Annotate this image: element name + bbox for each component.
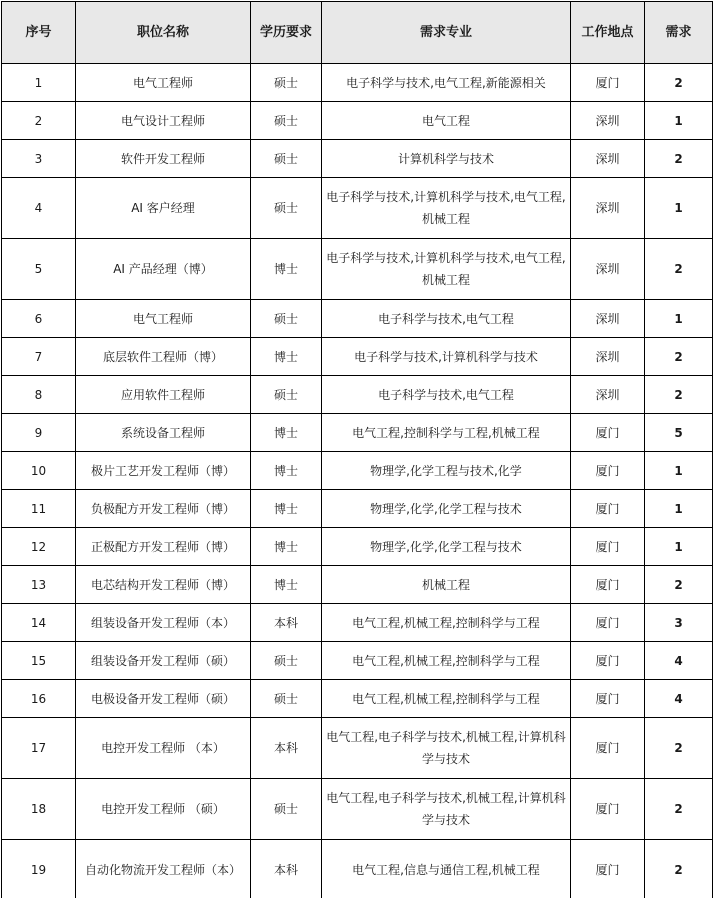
cell-education: 硕士 (251, 779, 322, 840)
cell-major: 电气工程,机械工程,控制科学与工程 (322, 604, 571, 642)
cell-education: 硕士 (251, 642, 322, 680)
cell-education: 硕士 (251, 178, 322, 239)
cell-title: AI 产品经理（博） (76, 239, 251, 300)
cell-title: 电芯结构开发工程师（博） (76, 566, 251, 604)
cell-title: 底层软件工程师（博） (76, 338, 251, 376)
cell-no: 5 (2, 239, 76, 300)
cell-location: 深圳 (571, 102, 645, 140)
cell-education: 硕士 (251, 140, 322, 178)
cell-location: 厦门 (571, 452, 645, 490)
cell-education: 硕士 (251, 300, 322, 338)
header-location: 工作地点 (571, 2, 645, 64)
cell-major: 机械工程 (322, 566, 571, 604)
cell-location: 深圳 (571, 300, 645, 338)
table-row (2, 338, 713, 376)
table-row (2, 178, 713, 239)
header-demand: 需求 (645, 2, 713, 64)
cell-no: 13 (2, 566, 76, 604)
cell-demand: 2 (645, 376, 713, 414)
cell-no: 15 (2, 642, 76, 680)
cell-education: 本科 (251, 718, 322, 779)
cell-title: 组装设备开发工程师（本） (76, 604, 251, 642)
cell-major: 电子科学与技术,电气工程,新能源相关 (322, 64, 571, 102)
cell-no: 14 (2, 604, 76, 642)
cell-major: 电气工程,电子科学与技术,机械工程,计算机科学与技术 (322, 779, 571, 840)
cell-title: 自动化物流开发工程师（本） (76, 840, 251, 901)
cell-no: 2 (2, 102, 76, 140)
cell-major: 电子科学与技术,计算机科学与技术,电气工程,机械工程 (322, 178, 571, 239)
cell-demand: 2 (645, 779, 713, 840)
cell-location: 厦门 (571, 840, 645, 901)
cell-title: 软件开发工程师 (76, 140, 251, 178)
cell-no: 1 (2, 64, 76, 102)
cell-demand: 2 (645, 718, 713, 779)
table-row (2, 680, 713, 718)
cell-no: 4 (2, 178, 76, 239)
cell-no: 18 (2, 779, 76, 840)
cell-major: 电子科学与技术,计算机科学与技术 (322, 338, 571, 376)
table-row (2, 300, 713, 338)
cell-major: 电子科学与技术,计算机科学与技术,电气工程,机械工程 (322, 239, 571, 300)
cell-location: 厦门 (571, 64, 645, 102)
cell-no: 3 (2, 140, 76, 178)
header-major: 需求专业 (322, 2, 571, 64)
cell-location: 深圳 (571, 376, 645, 414)
cell-demand: 2 (645, 239, 713, 300)
cell-education: 硕士 (251, 680, 322, 718)
table-row (2, 452, 713, 490)
cell-demand: 1 (645, 178, 713, 239)
table-row (2, 604, 713, 642)
cell-location: 厦门 (571, 528, 645, 566)
cell-education: 硕士 (251, 64, 322, 102)
cell-no: 6 (2, 300, 76, 338)
cell-education: 硕士 (251, 376, 322, 414)
table-row (2, 490, 713, 528)
cell-title: 电气工程师 (76, 300, 251, 338)
cell-location: 厦门 (571, 414, 645, 452)
cell-demand: 2 (645, 140, 713, 178)
cell-no: 17 (2, 718, 76, 779)
table-row (2, 239, 713, 300)
cell-major: 物理学,化学工程与技术,化学 (322, 452, 571, 490)
cell-title: 组装设备开发工程师（硕） (76, 642, 251, 680)
cell-location: 厦门 (571, 604, 645, 642)
cell-title: 极片工艺开发工程师（博） (76, 452, 251, 490)
table-row (2, 64, 713, 102)
table-body (2, 64, 713, 901)
cell-education: 博士 (251, 452, 322, 490)
header-row (2, 2, 713, 64)
cell-demand: 2 (645, 840, 713, 901)
cell-title: 负极配方开发工程师（博） (76, 490, 251, 528)
header-education: 学历要求 (251, 2, 322, 64)
cell-location: 厦门 (571, 566, 645, 604)
cell-location: 深圳 (571, 178, 645, 239)
table-row (2, 528, 713, 566)
header-title: 职位名称 (76, 2, 251, 64)
cell-location: 厦门 (571, 718, 645, 779)
cell-major: 电气工程,电子科学与技术,机械工程,计算机科学与技术 (322, 718, 571, 779)
cell-demand: 1 (645, 528, 713, 566)
cell-title: 电气工程师 (76, 64, 251, 102)
cell-major: 计算机科学与技术 (322, 140, 571, 178)
cell-demand: 5 (645, 414, 713, 452)
cell-education: 博士 (251, 566, 322, 604)
cell-major: 电子科学与技术,电气工程 (322, 376, 571, 414)
cell-title: 系统设备工程师 (76, 414, 251, 452)
page-bottom-edge (0, 898, 714, 903)
table-row (2, 376, 713, 414)
cell-demand: 2 (645, 64, 713, 102)
cell-major: 电气工程,控制科学与工程,机械工程 (322, 414, 571, 452)
cell-no: 8 (2, 376, 76, 414)
cell-location: 厦门 (571, 642, 645, 680)
cell-major: 电子科学与技术,电气工程 (322, 300, 571, 338)
cell-no: 16 (2, 680, 76, 718)
table-row (2, 140, 713, 178)
cell-no: 19 (2, 840, 76, 901)
cell-demand: 4 (645, 642, 713, 680)
job-requirements-table (1, 1, 713, 901)
table-row (2, 102, 713, 140)
cell-location: 深圳 (571, 140, 645, 178)
cell-major: 电气工程,机械工程,控制科学与工程 (322, 680, 571, 718)
cell-demand: 3 (645, 604, 713, 642)
cell-location: 深圳 (571, 338, 645, 376)
table-row (2, 414, 713, 452)
table-row (2, 718, 713, 779)
cell-demand: 1 (645, 300, 713, 338)
cell-education: 硕士 (251, 102, 322, 140)
cell-major: 电气工程,信息与通信工程,机械工程 (322, 840, 571, 901)
cell-title: 电气设计工程师 (76, 102, 251, 140)
table-row (2, 840, 713, 901)
table-header (2, 2, 713, 64)
cell-major: 电气工程,机械工程,控制科学与工程 (322, 642, 571, 680)
cell-education: 博士 (251, 338, 322, 376)
cell-title: 电控开发工程师 （硕） (76, 779, 251, 840)
cell-education: 博士 (251, 239, 322, 300)
cell-demand: 4 (645, 680, 713, 718)
cell-title: 电控开发工程师 （本） (76, 718, 251, 779)
cell-education: 博士 (251, 414, 322, 452)
table-row (2, 566, 713, 604)
cell-no: 7 (2, 338, 76, 376)
cell-demand: 2 (645, 338, 713, 376)
cell-demand: 1 (645, 490, 713, 528)
cell-no: 12 (2, 528, 76, 566)
cell-title: 应用软件工程师 (76, 376, 251, 414)
cell-title: 电极设备开发工程师（硕） (76, 680, 251, 718)
table-row (2, 642, 713, 680)
cell-location: 厦门 (571, 779, 645, 840)
table-row (2, 779, 713, 840)
header-no: 序号 (2, 2, 76, 64)
cell-no: 9 (2, 414, 76, 452)
cell-education: 本科 (251, 604, 322, 642)
cell-no: 11 (2, 490, 76, 528)
cell-demand: 1 (645, 102, 713, 140)
cell-education: 博士 (251, 528, 322, 566)
cell-education: 本科 (251, 840, 322, 901)
cell-no: 10 (2, 452, 76, 490)
cell-location: 深圳 (571, 239, 645, 300)
cell-major: 物理学,化学,化学工程与技术 (322, 528, 571, 566)
cell-location: 厦门 (571, 490, 645, 528)
cell-education: 博士 (251, 490, 322, 528)
cell-demand: 2 (645, 566, 713, 604)
cell-major: 电气工程 (322, 102, 571, 140)
cell-location: 厦门 (571, 680, 645, 718)
cell-title: AI 客户经理 (76, 178, 251, 239)
cell-demand: 1 (645, 452, 713, 490)
cell-title: 正极配方开发工程师（博） (76, 528, 251, 566)
cell-major: 物理学,化学,化学工程与技术 (322, 490, 571, 528)
